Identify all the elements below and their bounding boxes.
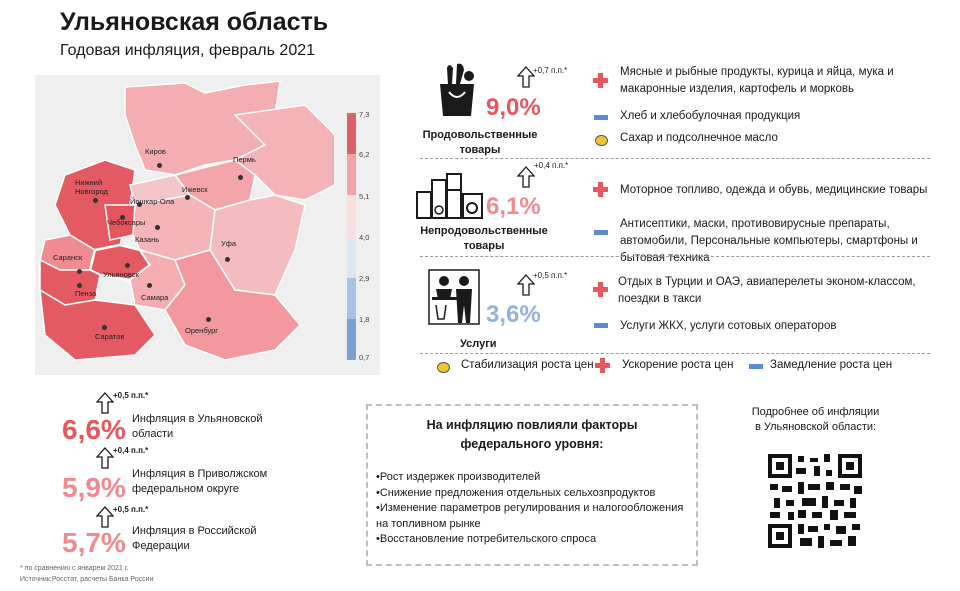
plus-icon bbox=[593, 182, 608, 197]
factors-list bbox=[376, 470, 692, 548]
change-volga: +0,4 п.п.* bbox=[113, 446, 149, 455]
change-food: +0,7 п.п.* bbox=[533, 66, 568, 75]
item-text: Услуги ЖКХ, услуги сотовых операторов bbox=[620, 320, 837, 332]
page-title: Ульяновская область bbox=[60, 8, 329, 36]
change-services: +0,5 п.п.* bbox=[533, 271, 568, 280]
stabilization-icon bbox=[437, 362, 450, 373]
label-russia: Инфляция в Российской Федерации bbox=[132, 525, 257, 552]
item-text: Отдых в Турции и ОАЭ, авиаперелеты эконом-классом, поездки в такси bbox=[618, 276, 916, 305]
city-label: Оренбург bbox=[185, 326, 219, 335]
scale-label: 2,9 bbox=[359, 274, 370, 283]
source-note: Источник:Росстат, расчеты Банка России bbox=[20, 576, 154, 583]
city-dot bbox=[147, 283, 152, 288]
value-food: 9,0% bbox=[486, 94, 541, 121]
scale-label: 5,1 bbox=[359, 192, 370, 201]
scale-band bbox=[347, 195, 356, 236]
value-russia: 5,7% bbox=[62, 527, 126, 558]
label-ulyanovsk: Инфляция в Ульяновской области bbox=[132, 413, 263, 440]
scale-band bbox=[347, 278, 356, 319]
item-text: Антисептики, маски, противовирусные препараты, автомобили, Персональные компьютеры, смартфоны и бытовая техника bbox=[620, 218, 918, 264]
scale-band bbox=[347, 237, 356, 278]
region-map bbox=[35, 75, 380, 375]
category-services: Услуги bbox=[460, 338, 497, 350]
scale-label: 1,8 bbox=[359, 315, 370, 324]
scale-label: 0,7 bbox=[359, 353, 370, 362]
item-text: Сахар и подсолнечное масло bbox=[620, 132, 778, 144]
divider bbox=[420, 158, 930, 160]
value-volga: 5,9% bbox=[62, 472, 126, 503]
scale-label: 4,0 bbox=[359, 233, 370, 242]
city-dot bbox=[77, 269, 82, 274]
item-text: Моторное топливо, одежда и обувь, медицинские товары bbox=[620, 184, 928, 196]
minus-icon bbox=[594, 115, 608, 120]
factor-item: •Изменение параметров регулирования и налогообложения на топливном рынке bbox=[376, 502, 684, 530]
legend-stabilization: Стабилизация роста цен bbox=[461, 359, 594, 371]
grocery-bag-icon bbox=[437, 62, 477, 118]
city-dot bbox=[185, 195, 190, 200]
city-dot bbox=[206, 317, 211, 322]
city-label: Пенза bbox=[75, 289, 97, 298]
scale-label: 7,3 bbox=[359, 110, 370, 119]
change-nonfood: +0,4 п.п.* bbox=[534, 161, 569, 170]
plus-icon bbox=[595, 358, 610, 373]
city-label: Нижний Новгород bbox=[75, 178, 108, 196]
qr-caption: Подробнее об инфляции в Ульяновской области: bbox=[751, 406, 880, 433]
city-label: Киров bbox=[145, 147, 166, 156]
legend-deceleration: Замедление роста цен bbox=[770, 359, 893, 371]
services-icon bbox=[428, 269, 480, 325]
footnote: * по сравнению с январем 2021 г. bbox=[20, 565, 129, 572]
color-scale bbox=[347, 113, 356, 360]
city-dot bbox=[102, 325, 107, 330]
factors-title: На инфляцию повлияли факторы федерального уровня: bbox=[426, 418, 638, 451]
divider bbox=[420, 353, 930, 355]
scale-band bbox=[347, 154, 356, 195]
appliances-icon bbox=[416, 172, 484, 220]
city-dot bbox=[157, 163, 162, 168]
scale-band bbox=[347, 113, 356, 154]
stabilization-icon bbox=[595, 135, 608, 146]
factors-box bbox=[366, 404, 698, 566]
legend-acceleration: Ускорение роста цен bbox=[622, 359, 734, 371]
arrow-up-icon bbox=[517, 166, 535, 193]
city-label: Пермь bbox=[233, 155, 256, 164]
city-label: Ульяновск bbox=[103, 270, 139, 279]
city-label: Йошкар-Ола bbox=[130, 197, 175, 206]
city-dot bbox=[77, 283, 82, 288]
factor-item: •Восстановление потребительского спроса bbox=[376, 533, 597, 545]
category-food: Продовольственные товары bbox=[422, 129, 538, 156]
city-label: Саратов bbox=[95, 332, 125, 341]
category-nonfood: Непродовольственные товары bbox=[420, 225, 548, 252]
item-text: Хлеб и хлебобулочная продукция bbox=[620, 110, 801, 122]
plus-icon bbox=[593, 282, 608, 297]
value-services: 3,6% bbox=[486, 301, 541, 328]
minus-icon bbox=[594, 323, 608, 328]
qr-code-icon[interactable] bbox=[768, 454, 862, 548]
city-dot bbox=[225, 257, 230, 262]
divider bbox=[420, 256, 930, 258]
city-label: Уфа bbox=[221, 239, 237, 248]
value-ulyanovsk: 6,6% bbox=[62, 414, 126, 445]
factor-item: •Рост издержек производителей bbox=[376, 471, 541, 483]
city-dot bbox=[93, 198, 98, 203]
city-label: Саранск bbox=[53, 253, 83, 262]
scale-label: 6,2 bbox=[359, 150, 370, 159]
city-dot bbox=[125, 263, 130, 268]
label-volga: Инфляция в Приволжском федеральном округе bbox=[132, 468, 268, 495]
factor-item: •Снижение предложения отдельных сельхозпродуктов bbox=[376, 486, 656, 499]
plus-icon bbox=[593, 73, 608, 88]
change-ulyanovsk: +0,5 п.п.* bbox=[113, 391, 149, 400]
city-dot bbox=[155, 225, 160, 230]
page-subtitle: Годовая инфляция, февраль 2021 bbox=[60, 42, 316, 59]
city-label: Самара bbox=[141, 293, 169, 302]
minus-icon bbox=[594, 230, 608, 235]
city-dot bbox=[238, 175, 243, 180]
arrow-up-icon bbox=[96, 447, 114, 474]
city-label: Казань bbox=[135, 235, 160, 244]
item-text: Мясные и рыбные продукты, курица и яйца, мука и макаронные изделия, картофель и морковь bbox=[620, 66, 894, 95]
minus-icon bbox=[749, 364, 763, 369]
scale-band bbox=[347, 319, 356, 360]
change-russia: +0,5 п.п.* bbox=[113, 505, 149, 514]
city-label: Чебоксары bbox=[107, 218, 146, 227]
city-label: Ижевск bbox=[182, 185, 208, 194]
value-nonfood: 6,1% bbox=[486, 193, 541, 220]
